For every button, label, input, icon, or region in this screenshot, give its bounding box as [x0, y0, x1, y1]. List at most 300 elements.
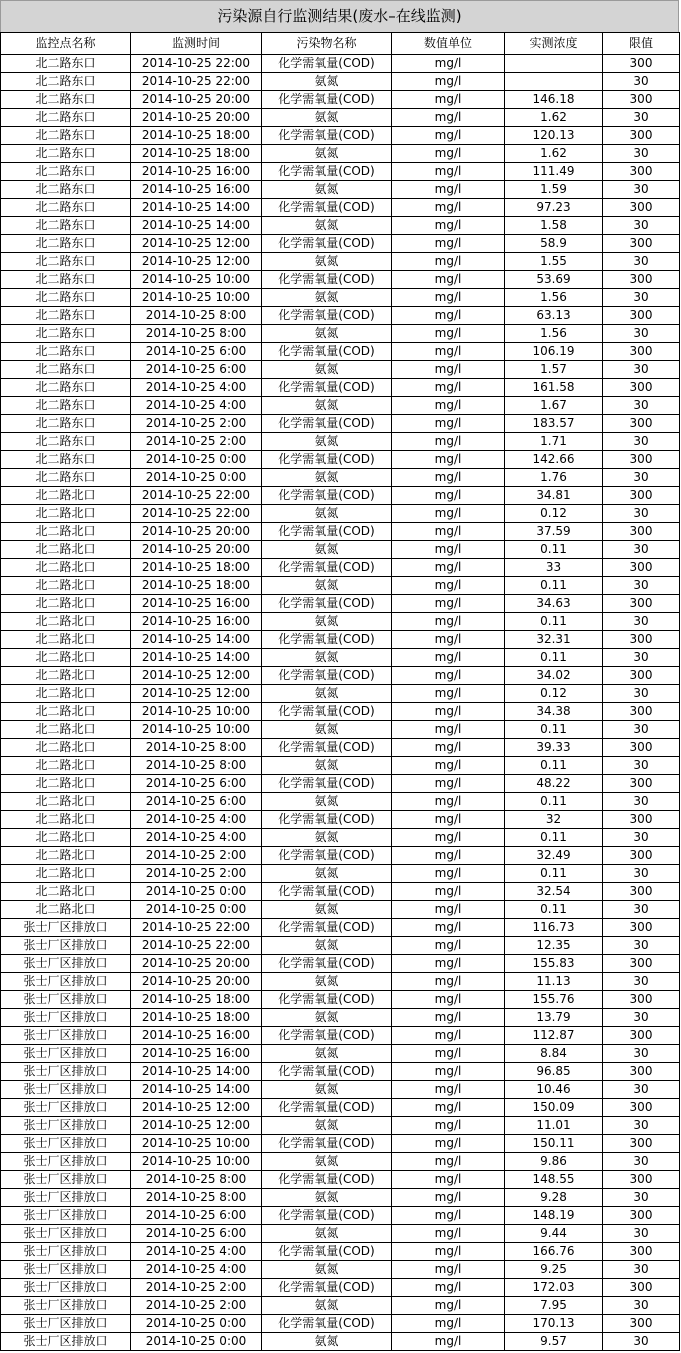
cell-limit: 300: [603, 847, 680, 865]
cell-monitor-point: 张士厂区排放口: [1, 1099, 131, 1117]
cell-monitor-point: 张士厂区排放口: [1, 973, 131, 991]
cell-concentration: 0.11: [505, 865, 603, 883]
cell-monitor-time: 2014-10-25 14:00: [131, 649, 262, 667]
cell-monitor-time: 2014-10-25 14:00: [131, 199, 262, 217]
cell-limit: 30: [603, 1153, 680, 1171]
cell-concentration: 0.11: [505, 793, 603, 811]
cell-monitor-time: 2014-10-25 8:00: [131, 757, 262, 775]
cell-pollutant: 化学需氧量(COD): [262, 595, 392, 613]
table-row: [1, 883, 680, 901]
table-row: [1, 703, 680, 721]
cell-monitor-time: 2014-10-25 2:00: [131, 415, 262, 433]
cell-monitor-point: 北二路东口: [1, 343, 131, 361]
cell-unit: mg/l: [392, 199, 505, 217]
cell-monitor-point: 北二路东口: [1, 217, 131, 235]
header-concentration: 实测浓度: [505, 33, 603, 55]
cell-limit: 300: [603, 1279, 680, 1297]
cell-limit: 300: [603, 91, 680, 109]
cell-unit: mg/l: [392, 829, 505, 847]
cell-limit: 30: [603, 685, 680, 703]
cell-limit: 30: [603, 505, 680, 523]
cell-concentration: 0.11: [505, 577, 603, 595]
cell-concentration: 183.57: [505, 415, 603, 433]
cell-limit: 30: [603, 1009, 680, 1027]
cell-pollutant: 氨氮: [262, 1333, 392, 1351]
cell-limit: 30: [603, 1081, 680, 1099]
table-row: [1, 721, 680, 739]
cell-pollutant: 化学需氧量(COD): [262, 1171, 392, 1189]
cell-unit: mg/l: [392, 505, 505, 523]
cell-pollutant: 氨氮: [262, 1261, 392, 1279]
cell-pollutant: 化学需氧量(COD): [262, 775, 392, 793]
cell-monitor-time: 2014-10-25 14:00: [131, 1063, 262, 1081]
cell-monitor-time: 2014-10-25 0:00: [131, 1333, 262, 1351]
cell-monitor-point: 北二路北口: [1, 721, 131, 739]
table-row: [1, 379, 680, 397]
cell-monitor-time: 2014-10-25 20:00: [131, 541, 262, 559]
cell-concentration: 170.13: [505, 1315, 603, 1333]
cell-unit: mg/l: [392, 541, 505, 559]
cell-unit: mg/l: [392, 1063, 505, 1081]
table-row: [1, 1063, 680, 1081]
cell-monitor-time: 2014-10-25 20:00: [131, 955, 262, 973]
cell-monitor-time: 2014-10-25 14:00: [131, 631, 262, 649]
cell-monitor-point: 北二路北口: [1, 811, 131, 829]
table-row: [1, 217, 680, 235]
cell-monitor-point: 北二路东口: [1, 181, 131, 199]
cell-monitor-point: 北二路东口: [1, 469, 131, 487]
cell-concentration: 0.11: [505, 829, 603, 847]
cell-unit: mg/l: [392, 1081, 505, 1099]
cell-pollutant: 化学需氧量(COD): [262, 991, 392, 1009]
cell-concentration: 9.28: [505, 1189, 603, 1207]
table-row: [1, 1279, 680, 1297]
cell-limit: 300: [603, 919, 680, 937]
cell-concentration: 53.69: [505, 271, 603, 289]
cell-limit: 30: [603, 253, 680, 271]
cell-concentration: 97.23: [505, 199, 603, 217]
cell-pollutant: 氨氮: [262, 1009, 392, 1027]
cell-concentration: 155.83: [505, 955, 603, 973]
cell-monitor-time: 2014-10-25 18:00: [131, 145, 262, 163]
cell-monitor-point: 张士厂区排放口: [1, 1315, 131, 1333]
cell-monitor-point: 北二路东口: [1, 199, 131, 217]
cell-monitor-time: 2014-10-25 0:00: [131, 901, 262, 919]
table-row: [1, 865, 680, 883]
table-row: [1, 919, 680, 937]
table-row: [1, 973, 680, 991]
cell-concentration: 1.62: [505, 145, 603, 163]
cell-limit: 300: [603, 991, 680, 1009]
cell-concentration: 11.13: [505, 973, 603, 991]
cell-concentration: 13.79: [505, 1009, 603, 1027]
cell-unit: mg/l: [392, 1279, 505, 1297]
cell-monitor-point: 北二路东口: [1, 379, 131, 397]
cell-concentration: 8.84: [505, 1045, 603, 1063]
cell-monitor-point: 张士厂区排放口: [1, 1009, 131, 1027]
cell-monitor-point: 张士厂区排放口: [1, 1261, 131, 1279]
cell-concentration: 0.11: [505, 901, 603, 919]
cell-limit: 30: [603, 145, 680, 163]
cell-limit: 300: [603, 307, 680, 325]
cell-concentration: 1.76: [505, 469, 603, 487]
cell-limit: 300: [603, 955, 680, 973]
cell-limit: 300: [603, 415, 680, 433]
cell-concentration: 9.25: [505, 1261, 603, 1279]
table-row: [1, 1189, 680, 1207]
cell-monitor-time: 2014-10-25 18:00: [131, 1009, 262, 1027]
cell-concentration: [505, 73, 603, 91]
cell-monitor-time: 2014-10-25 0:00: [131, 1315, 262, 1333]
cell-unit: mg/l: [392, 1207, 505, 1225]
cell-concentration: 37.59: [505, 523, 603, 541]
cell-concentration: 12.35: [505, 937, 603, 955]
cell-concentration: 32.49: [505, 847, 603, 865]
cell-unit: mg/l: [392, 1045, 505, 1063]
cell-monitor-point: 北二路东口: [1, 433, 131, 451]
cell-monitor-point: 北二路北口: [1, 685, 131, 703]
table-row: [1, 163, 680, 181]
cell-monitor-time: 2014-10-25 22:00: [131, 919, 262, 937]
table-row: [1, 667, 680, 685]
cell-pollutant: 氨氮: [262, 1189, 392, 1207]
cell-limit: 30: [603, 721, 680, 739]
cell-pollutant: 化学需氧量(COD): [262, 127, 392, 145]
cell-limit: 30: [603, 865, 680, 883]
cell-unit: mg/l: [392, 127, 505, 145]
cell-concentration: 111.49: [505, 163, 603, 181]
cell-unit: mg/l: [392, 271, 505, 289]
cell-monitor-time: 2014-10-25 8:00: [131, 325, 262, 343]
cell-pollutant: 氨氮: [262, 109, 392, 127]
cell-monitor-time: 2014-10-25 18:00: [131, 127, 262, 145]
cell-pollutant: 氨氮: [262, 433, 392, 451]
cell-monitor-point: 北二路北口: [1, 487, 131, 505]
cell-unit: mg/l: [392, 163, 505, 181]
table-row: [1, 415, 680, 433]
cell-pollutant: 化学需氧量(COD): [262, 1063, 392, 1081]
cell-concentration: 11.01: [505, 1117, 603, 1135]
cell-monitor-time: 2014-10-25 6:00: [131, 361, 262, 379]
cell-monitor-time: 2014-10-25 12:00: [131, 235, 262, 253]
cell-pollutant: 化学需氧量(COD): [262, 271, 392, 289]
cell-monitor-point: 北二路北口: [1, 667, 131, 685]
table-row: [1, 145, 680, 163]
table-row: [1, 307, 680, 325]
header-unit: 数值单位: [392, 33, 505, 55]
cell-pollutant: 化学需氧量(COD): [262, 307, 392, 325]
cell-unit: mg/l: [392, 577, 505, 595]
cell-limit: 300: [603, 739, 680, 757]
cell-concentration: 150.09: [505, 1099, 603, 1117]
cell-monitor-time: 2014-10-25 6:00: [131, 1207, 262, 1225]
cell-monitor-point: 北二路东口: [1, 397, 131, 415]
cell-unit: mg/l: [392, 757, 505, 775]
cell-concentration: 32.54: [505, 883, 603, 901]
table-row: [1, 577, 680, 595]
cell-pollutant: 化学需氧量(COD): [262, 415, 392, 433]
cell-concentration: 148.55: [505, 1171, 603, 1189]
cell-pollutant: 化学需氧量(COD): [262, 451, 392, 469]
cell-unit: mg/l: [392, 901, 505, 919]
cell-pollutant: 化学需氧量(COD): [262, 379, 392, 397]
cell-unit: mg/l: [392, 793, 505, 811]
cell-pollutant: 氨氮: [262, 145, 392, 163]
cell-pollutant: 氨氮: [262, 1081, 392, 1099]
cell-pollutant: 化学需氧量(COD): [262, 811, 392, 829]
cell-unit: mg/l: [392, 1135, 505, 1153]
cell-unit: mg/l: [392, 91, 505, 109]
cell-monitor-point: 北二路东口: [1, 307, 131, 325]
cell-limit: 30: [603, 1117, 680, 1135]
cell-pollutant: 化学需氧量(COD): [262, 703, 392, 721]
cell-monitor-point: 张士厂区排放口: [1, 991, 131, 1009]
cell-monitor-time: 2014-10-25 6:00: [131, 343, 262, 361]
table-row: [1, 991, 680, 1009]
table-row: [1, 199, 680, 217]
cell-pollutant: 化学需氧量(COD): [262, 55, 392, 73]
cell-monitor-time: 2014-10-25 8:00: [131, 307, 262, 325]
cell-monitor-time: 2014-10-25 20:00: [131, 523, 262, 541]
cell-pollutant: 化学需氧量(COD): [262, 1243, 392, 1261]
cell-unit: mg/l: [392, 1261, 505, 1279]
cell-unit: mg/l: [392, 937, 505, 955]
cell-unit: mg/l: [392, 487, 505, 505]
cell-monitor-time: 2014-10-25 16:00: [131, 595, 262, 613]
table-row: [1, 91, 680, 109]
cell-unit: mg/l: [392, 613, 505, 631]
cell-unit: mg/l: [392, 1315, 505, 1333]
cell-limit: 30: [603, 469, 680, 487]
table-row: [1, 433, 680, 451]
table-row: [1, 1243, 680, 1261]
cell-limit: 300: [603, 667, 680, 685]
cell-limit: 300: [603, 811, 680, 829]
table-row: [1, 127, 680, 145]
cell-limit: 30: [603, 757, 680, 775]
cell-pollutant: 氨氮: [262, 217, 392, 235]
cell-pollutant: 氨氮: [262, 577, 392, 595]
cell-limit: 30: [603, 433, 680, 451]
table-row: [1, 523, 680, 541]
cell-limit: 30: [603, 109, 680, 127]
cell-unit: mg/l: [392, 595, 505, 613]
cell-pollutant: 化学需氧量(COD): [262, 739, 392, 757]
cell-limit: 30: [603, 1225, 680, 1243]
cell-unit: mg/l: [392, 955, 505, 973]
table-row: [1, 739, 680, 757]
cell-unit: mg/l: [392, 1117, 505, 1135]
cell-pollutant: 氨氮: [262, 1297, 392, 1315]
cell-pollutant: 化学需氧量(COD): [262, 235, 392, 253]
cell-limit: 30: [603, 973, 680, 991]
cell-monitor-time: 2014-10-25 10:00: [131, 703, 262, 721]
cell-pollutant: 化学需氧量(COD): [262, 1207, 392, 1225]
cell-unit: mg/l: [392, 1243, 505, 1261]
cell-concentration: [505, 55, 603, 73]
cell-monitor-point: 张士厂区排放口: [1, 1189, 131, 1207]
cell-unit: mg/l: [392, 667, 505, 685]
cell-monitor-point: 北二路东口: [1, 361, 131, 379]
cell-concentration: 0.11: [505, 613, 603, 631]
cell-limit: 300: [603, 1207, 680, 1225]
cell-limit: 300: [603, 523, 680, 541]
cell-monitor-point: 张士厂区排放口: [1, 1153, 131, 1171]
cell-concentration: 1.71: [505, 433, 603, 451]
cell-monitor-time: 2014-10-25 22:00: [131, 487, 262, 505]
cell-pollutant: 化学需氧量(COD): [262, 523, 392, 541]
cell-limit: 300: [603, 1171, 680, 1189]
cell-unit: mg/l: [392, 649, 505, 667]
cell-limit: 30: [603, 613, 680, 631]
cell-monitor-point: 张士厂区排放口: [1, 1225, 131, 1243]
cell-limit: 30: [603, 181, 680, 199]
cell-unit: mg/l: [392, 919, 505, 937]
cell-unit: mg/l: [392, 379, 505, 397]
table-row: [1, 775, 680, 793]
cell-concentration: 32.31: [505, 631, 603, 649]
cell-concentration: 1.57: [505, 361, 603, 379]
cell-concentration: 172.03: [505, 1279, 603, 1297]
table-row: [1, 1009, 680, 1027]
cell-monitor-time: 2014-10-25 12:00: [131, 253, 262, 271]
cell-monitor-point: 北二路东口: [1, 253, 131, 271]
cell-monitor-point: 北二路北口: [1, 649, 131, 667]
cell-monitor-time: 2014-10-25 2:00: [131, 865, 262, 883]
cell-unit: mg/l: [392, 1297, 505, 1315]
cell-unit: mg/l: [392, 1225, 505, 1243]
cell-monitor-time: 2014-10-25 4:00: [131, 1261, 262, 1279]
cell-unit: mg/l: [392, 253, 505, 271]
cell-limit: 30: [603, 1333, 680, 1351]
cell-pollutant: 氨氮: [262, 613, 392, 631]
cell-limit: 30: [603, 901, 680, 919]
cell-monitor-point: 北二路北口: [1, 793, 131, 811]
cell-monitor-time: 2014-10-25 18:00: [131, 559, 262, 577]
cell-unit: mg/l: [392, 991, 505, 1009]
cell-monitor-time: 2014-10-25 4:00: [131, 811, 262, 829]
cell-concentration: 48.22: [505, 775, 603, 793]
cell-monitor-time: 2014-10-25 4:00: [131, 397, 262, 415]
cell-monitor-point: 北二路北口: [1, 883, 131, 901]
cell-monitor-time: 2014-10-25 0:00: [131, 883, 262, 901]
cell-monitor-time: 2014-10-25 12:00: [131, 1117, 262, 1135]
cell-pollutant: 化学需氧量(COD): [262, 1027, 392, 1045]
cell-pollutant: 化学需氧量(COD): [262, 955, 392, 973]
cell-unit: mg/l: [392, 1189, 505, 1207]
cell-unit: mg/l: [392, 397, 505, 415]
cell-unit: mg/l: [392, 235, 505, 253]
cell-concentration: 1.56: [505, 289, 603, 307]
cell-monitor-point: 北二路北口: [1, 757, 131, 775]
cell-monitor-point: 北二路东口: [1, 109, 131, 127]
cell-unit: mg/l: [392, 451, 505, 469]
cell-monitor-point: 北二路北口: [1, 739, 131, 757]
cell-pollutant: 氨氮: [262, 289, 392, 307]
cell-unit: mg/l: [392, 307, 505, 325]
cell-pollutant: 氨氮: [262, 937, 392, 955]
cell-concentration: 0.12: [505, 505, 603, 523]
cell-pollutant: 氨氮: [262, 829, 392, 847]
cell-monitor-time: 2014-10-25 12:00: [131, 1099, 262, 1117]
cell-limit: 30: [603, 217, 680, 235]
cell-monitor-time: 2014-10-25 10:00: [131, 271, 262, 289]
table-row: [1, 487, 680, 505]
results-table: [0, 32, 680, 1351]
cell-concentration: 106.19: [505, 343, 603, 361]
cell-unit: mg/l: [392, 1171, 505, 1189]
cell-unit: mg/l: [392, 1153, 505, 1171]
table-row: [1, 181, 680, 199]
table-row: [1, 343, 680, 361]
cell-limit: 30: [603, 577, 680, 595]
cell-limit: 30: [603, 649, 680, 667]
table-row: [1, 289, 680, 307]
cell-unit: mg/l: [392, 415, 505, 433]
table-row: [1, 235, 680, 253]
cell-limit: 30: [603, 541, 680, 559]
cell-concentration: 150.11: [505, 1135, 603, 1153]
cell-pollutant: 氨氮: [262, 901, 392, 919]
cell-pollutant: 化学需氧量(COD): [262, 487, 392, 505]
cell-concentration: 58.9: [505, 235, 603, 253]
cell-pollutant: 化学需氧量(COD): [262, 559, 392, 577]
table-row: [1, 685, 680, 703]
cell-monitor-point: 北二路东口: [1, 235, 131, 253]
cell-concentration: 120.13: [505, 127, 603, 145]
cell-unit: mg/l: [392, 361, 505, 379]
cell-monitor-time: 2014-10-25 2:00: [131, 1297, 262, 1315]
cell-limit: 30: [603, 325, 680, 343]
cell-pollutant: 化学需氧量(COD): [262, 667, 392, 685]
cell-monitor-point: 北二路东口: [1, 73, 131, 91]
cell-monitor-time: 2014-10-25 16:00: [131, 163, 262, 181]
cell-concentration: 34.38: [505, 703, 603, 721]
cell-concentration: 166.76: [505, 1243, 603, 1261]
cell-concentration: 0.12: [505, 685, 603, 703]
cell-monitor-time: 2014-10-25 20:00: [131, 91, 262, 109]
cell-pollutant: 化学需氧量(COD): [262, 1135, 392, 1153]
cell-pollutant: 氨氮: [262, 1153, 392, 1171]
cell-pollutant: 化学需氧量(COD): [262, 199, 392, 217]
cell-concentration: 0.11: [505, 541, 603, 559]
header-monitor-point: 监控点名称: [1, 33, 131, 55]
cell-limit: 300: [603, 199, 680, 217]
cell-concentration: 1.58: [505, 217, 603, 235]
cell-limit: 300: [603, 595, 680, 613]
cell-monitor-point: 北二路北口: [1, 541, 131, 559]
table-row: [1, 937, 680, 955]
cell-monitor-time: 2014-10-25 12:00: [131, 685, 262, 703]
table-row: [1, 793, 680, 811]
cell-monitor-time: 2014-10-25 6:00: [131, 793, 262, 811]
cell-pollutant: 氨氮: [262, 73, 392, 91]
cell-pollutant: 化学需氧量(COD): [262, 1279, 392, 1297]
cell-unit: mg/l: [392, 1333, 505, 1351]
table-row: [1, 847, 680, 865]
cell-unit: mg/l: [392, 721, 505, 739]
cell-monitor-time: 2014-10-25 10:00: [131, 1135, 262, 1153]
cell-pollutant: 氨氮: [262, 1045, 392, 1063]
cell-monitor-point: 北二路北口: [1, 847, 131, 865]
cell-limit: 30: [603, 73, 680, 91]
table-row: [1, 1333, 680, 1351]
table-row: [1, 1171, 680, 1189]
table-row: [1, 1045, 680, 1063]
cell-concentration: 1.67: [505, 397, 603, 415]
cell-concentration: 161.58: [505, 379, 603, 397]
cell-concentration: 10.46: [505, 1081, 603, 1099]
